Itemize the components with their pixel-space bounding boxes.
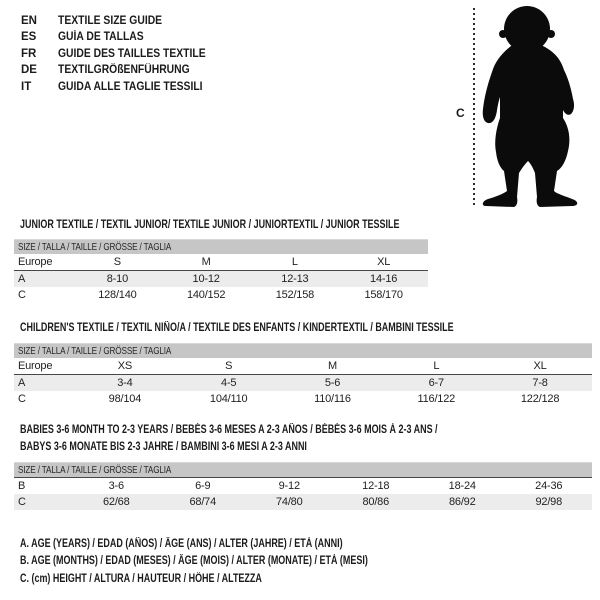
table-cell: 152/158 bbox=[275, 289, 315, 301]
table-cell: 92/98 bbox=[535, 496, 563, 508]
section-title-childrens-text: CHILDREN'S TEXTILE / TEXTIL NIÑO/A / TEXTILE DES ENFANTS / KINDERTEXTIL / BAMBINI TESSILE bbox=[20, 322, 454, 334]
legend-line-b-text: B. AGE (MONTHS) / EDAD (MESES) / ÂGE (MOIS) / ALTER (MONATE) / ETÀ (MESI) bbox=[20, 555, 368, 568]
table-cell: 24-36 bbox=[535, 480, 563, 492]
language-code: FR bbox=[21, 47, 37, 60]
table-cell: 116/122 bbox=[417, 393, 456, 405]
language-row-es bbox=[21, 29, 222, 45]
language-row-en bbox=[21, 13, 222, 29]
section-title-junior bbox=[20, 217, 506, 234]
row-label: C bbox=[18, 289, 26, 301]
language-row-de bbox=[21, 62, 222, 78]
baby-silhouette-icon bbox=[477, 2, 589, 208]
height-measure-dotted-line bbox=[473, 8, 475, 207]
measurement-legend bbox=[20, 536, 466, 588]
table-row-europe bbox=[14, 254, 428, 271]
table-cell: XS bbox=[117, 360, 133, 372]
language-title: TEXTILGRÖßENFÜHRUNG bbox=[58, 64, 190, 77]
table-cell: 3-4 bbox=[117, 377, 133, 389]
table-row-months bbox=[14, 478, 592, 494]
childrens-size-table bbox=[14, 343, 592, 407]
table-cell: 86/92 bbox=[448, 496, 476, 508]
table-cell: 18-24 bbox=[448, 480, 476, 492]
table-cell: XL bbox=[377, 256, 391, 268]
legend-line-c bbox=[20, 571, 466, 588]
table-cell: 68/74 bbox=[189, 496, 217, 508]
table-row-age bbox=[14, 375, 592, 391]
table-cell: 128/140 bbox=[98, 289, 137, 301]
table-header-text: SIZE / TALLA / TAILLE / GRÖSSE / TAGLIA bbox=[18, 345, 172, 357]
language-row-it bbox=[21, 79, 222, 95]
table-cell: 122/128 bbox=[520, 393, 560, 405]
babies-size-table bbox=[14, 462, 592, 510]
legend-line-a-text: A. AGE (YEARS) / EDAD (AÑOS) / ÂGE (ANS) / ALTER (JAHRE) / ETÀ (ANNI) bbox=[20, 538, 343, 550]
language-title: GUIDE DES TAILLES TEXTILE bbox=[58, 47, 206, 60]
table-row-age bbox=[14, 271, 428, 287]
table-cell: M bbox=[201, 256, 211, 268]
junior-size-table bbox=[14, 239, 428, 303]
language-code: IT bbox=[21, 80, 32, 93]
table-row-height bbox=[14, 494, 592, 510]
table-cell: L bbox=[291, 256, 298, 268]
table-header-bar bbox=[14, 240, 428, 254]
table-cell: 3-6 bbox=[108, 480, 124, 492]
table-cell: 7-8 bbox=[532, 377, 548, 389]
table-cell: 62/68 bbox=[102, 496, 130, 508]
row-label: B bbox=[18, 480, 26, 492]
table-cell: 6-9 bbox=[195, 480, 211, 492]
table-cell: S bbox=[113, 256, 121, 268]
table-cell: M bbox=[328, 360, 337, 372]
table-cell: 5-6 bbox=[324, 377, 341, 389]
table-cell: 98/104 bbox=[108, 393, 142, 405]
table-cell: S bbox=[225, 360, 233, 372]
table-cell: 4-5 bbox=[221, 377, 237, 389]
legend-line-b bbox=[20, 553, 466, 570]
language-code: ES bbox=[21, 31, 37, 44]
table-cell: 12-18 bbox=[362, 480, 390, 492]
table-row-europe bbox=[14, 358, 592, 375]
table-cell: 12-13 bbox=[281, 273, 309, 285]
table-row-height bbox=[14, 287, 428, 303]
table-cell: 6-7 bbox=[428, 377, 444, 389]
table-header-text: SIZE / TALLA / TAILLE / GRÖSSE / TAGLIA bbox=[18, 464, 172, 476]
table-cell: 80/86 bbox=[362, 496, 390, 508]
language-title: GUÍA DE TALLAS bbox=[58, 31, 144, 44]
section-title-babies-line1: BABIES 3-6 MONTH TO 2-3 YEARS / BEBÉS 3-6 MESES A 2-3 AÑOS / BÉBÉS 3-6 MOIS À 2-3 ANS / bbox=[20, 424, 438, 436]
legend-line-a bbox=[20, 536, 466, 553]
language-code: EN bbox=[21, 15, 37, 27]
row-label: A bbox=[18, 377, 26, 389]
table-cell: 140/152 bbox=[186, 289, 226, 301]
table-cell: L bbox=[433, 360, 440, 372]
legend-line-c-text: C. (cm) HEIGHT / ALTURA / HAUTEUR / HÖHE / ALTEZZA bbox=[20, 572, 262, 585]
row-label: Europe bbox=[18, 360, 53, 372]
row-label: C bbox=[18, 393, 26, 405]
table-cell: XL bbox=[533, 360, 547, 372]
table-cell: 104/110 bbox=[209, 393, 248, 405]
section-title-junior-text: JUNIOR TEXTILE / TEXTIL JUNIOR/ TEXTILE JUNIOR / JUNIORTEXTIL / JUNIOR TESSILE bbox=[20, 219, 400, 231]
row-label: A bbox=[18, 273, 26, 285]
table-header-bar bbox=[14, 463, 592, 478]
language-title: GUIDA ALLE TAGLIE TESSILI bbox=[58, 80, 203, 93]
language-title: TEXTILE SIZE GUIDE bbox=[58, 15, 163, 27]
table-cell: 158/170 bbox=[364, 289, 403, 301]
language-row-fr bbox=[21, 46, 222, 62]
section-title-childrens bbox=[20, 320, 576, 337]
section-title-babies bbox=[20, 422, 555, 456]
table-header-bar bbox=[14, 344, 592, 358]
table-cell: 74/80 bbox=[275, 496, 303, 508]
table-row-height bbox=[14, 391, 592, 407]
table-cell: 110/116 bbox=[314, 393, 351, 405]
row-label: Europe bbox=[18, 256, 53, 268]
language-title-block bbox=[21, 13, 222, 95]
row-label: C bbox=[18, 496, 26, 508]
table-cell: 9-12 bbox=[278, 480, 300, 492]
table-header-text: SIZE / TALLA / TAILLE / GRÖSSE / TAGLIA bbox=[18, 241, 172, 253]
section-title-babies-line2: BABYS 3-6 MONATE BIS 2-3 JAHRE / BAMBINI 3-6 MESI A 2-3 ANNI bbox=[20, 441, 307, 453]
table-cell: 8-10 bbox=[106, 273, 128, 285]
language-code: DE bbox=[21, 64, 37, 77]
table-cell: 14-16 bbox=[370, 273, 398, 285]
height-c-label: C bbox=[456, 106, 465, 120]
table-cell: 10-12 bbox=[192, 273, 220, 285]
